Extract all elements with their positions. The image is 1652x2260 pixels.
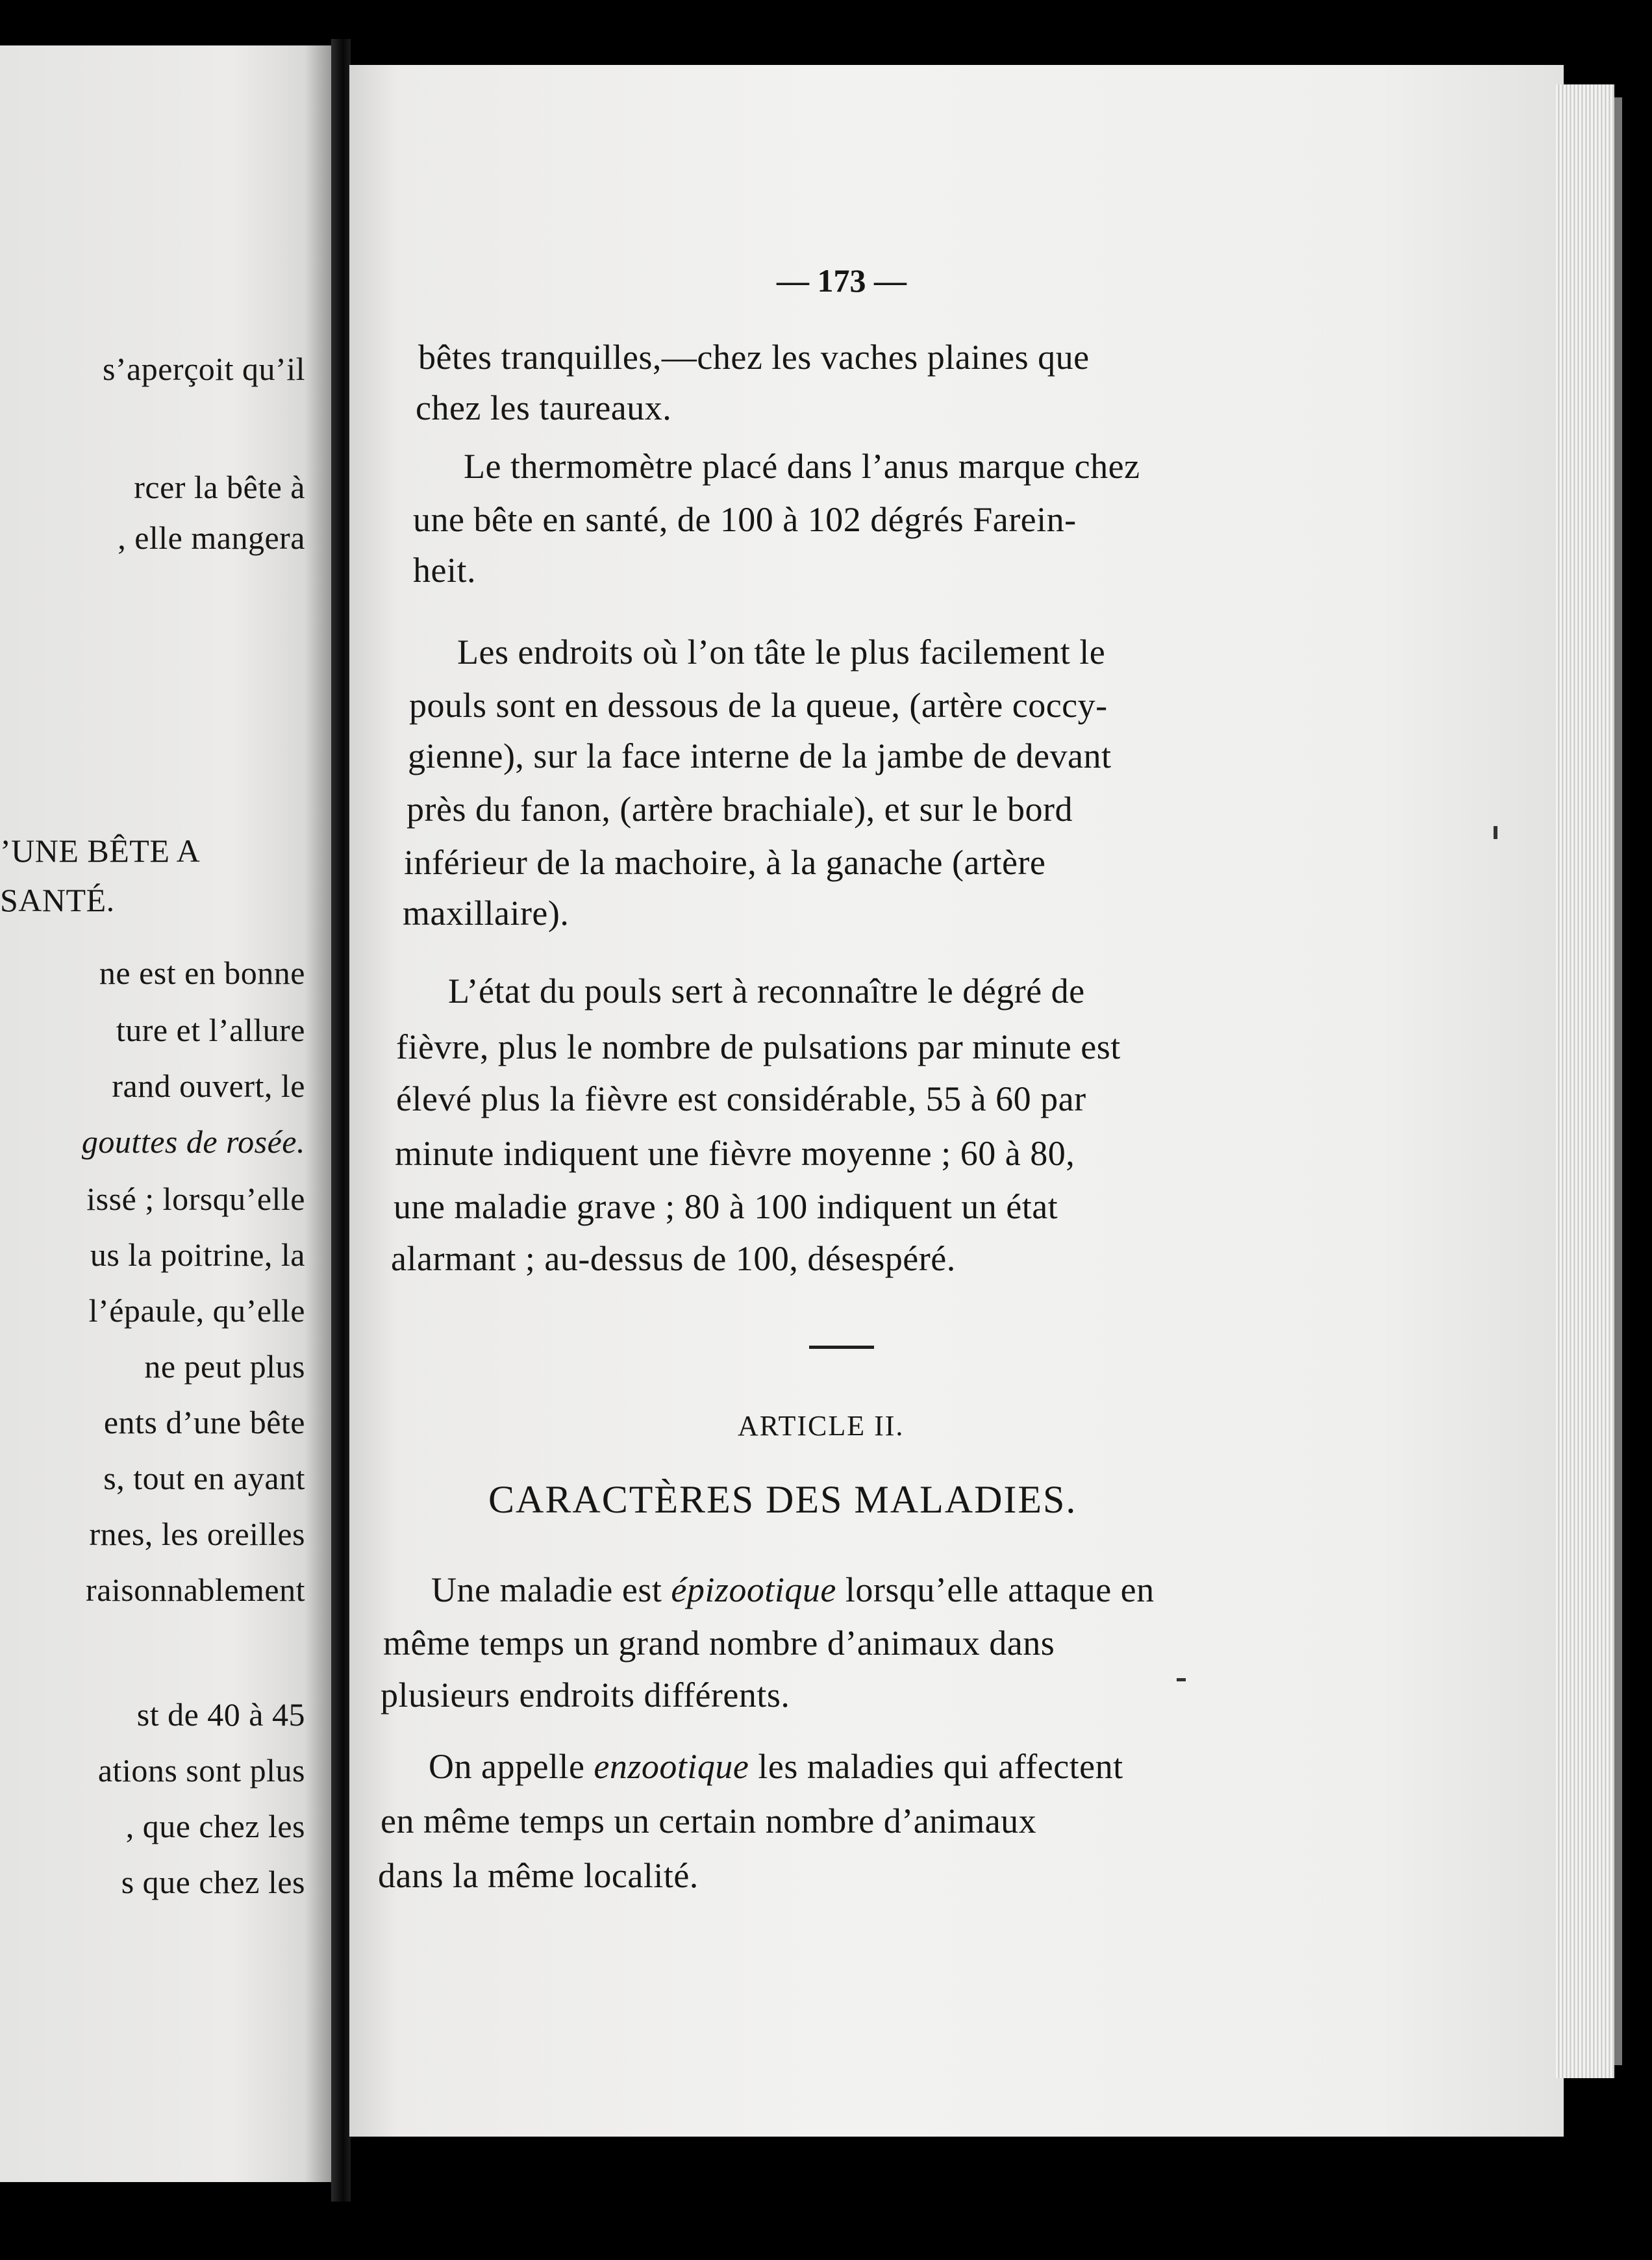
stray-print-mark <box>1177 1678 1186 1681</box>
paragraph-line: bêtes tranquilles,—chez les vaches plaines que <box>418 338 1090 377</box>
left-page-line: ne est en bonne <box>99 955 305 991</box>
paragraph-line: une maladie grave ; 80 à 100 indiquent un état <box>394 1187 1058 1226</box>
paragraph-text: les maladies qui affectent <box>749 1747 1123 1786</box>
paragraph-line: alarmant ; au-dessus de 100, désespéré. <box>391 1239 956 1278</box>
paragraph-line: une bête en santé, de 100 à 102 dégrés Farein- <box>413 500 1077 539</box>
italic-term: enzootique <box>594 1747 749 1786</box>
italic-term: épizootique <box>671 1570 836 1609</box>
left-page-line: l’épaule, qu’elle <box>88 1292 305 1329</box>
paragraph-line: plusieurs endroits différents. <box>381 1676 790 1714</box>
paragraph-line: dans la même localité. <box>378 1856 699 1895</box>
paragraph-line: pouls sont en dessous de la queue, (artère coccy- <box>409 686 1108 725</box>
left-page-line: ations sont plus <box>97 1752 305 1789</box>
paragraph-line: minute indiquent une fièvre moyenne ; 60 à 80, <box>395 1134 1075 1173</box>
paragraph-line <box>429 1746 1123 1787</box>
paragraph-line: gienne), sur la face interne de la jambe de devant <box>408 736 1112 775</box>
book-gutter <box>331 39 351 2202</box>
left-page-line: s’aperçoit qu’il <box>102 351 305 387</box>
left-page-line: s que chez les <box>121 1864 305 1900</box>
stacked-page-edges <box>1556 84 1614 2078</box>
paragraph-text: Une maladie est <box>431 1570 671 1609</box>
paragraph-line: chez les taureaux. <box>416 388 672 427</box>
paragraph-line: même temps un grand nombre d’animaux dans <box>383 1624 1055 1663</box>
page-number: — 173 — <box>777 262 907 299</box>
left-page-line: ture et l’allure <box>116 1012 305 1048</box>
left-page-line: rand ouvert, le <box>112 1068 305 1104</box>
left-page-line: ents d’une bête <box>103 1404 305 1440</box>
left-page-line: , que chez les <box>125 1808 305 1844</box>
left-page-line: issé ; lorsqu’elle <box>86 1181 305 1217</box>
paragraph-line: L’état du pouls sert à reconnaître le dégré de <box>448 972 1085 1011</box>
paragraph-line: maxillaire). <box>403 894 569 933</box>
left-page-line: rcer la bête à <box>134 469 305 505</box>
left-page-line: us la poitrine, la <box>90 1237 305 1273</box>
left-page-heading-line: ’UNE BÊTE A <box>0 833 201 869</box>
left-page-line: raisonnablement <box>86 1572 305 1608</box>
section-divider-rule <box>809 1346 874 1349</box>
page-edge-shadow <box>1614 97 1622 2065</box>
paragraph-text: On appelle <box>429 1747 594 1786</box>
paragraph-line: près du fanon, (artère brachiale), et sur le bord <box>407 790 1073 829</box>
paragraph-line: élevé plus la fièvre est considérable, 55 à 60 par <box>396 1079 1086 1118</box>
left-page-line: ne peut plus <box>144 1348 305 1385</box>
left-page-line: s, tout en ayant <box>103 1460 305 1496</box>
stray-print-mark <box>1494 826 1497 839</box>
left-facing-page <box>0 45 331 2182</box>
paragraph-line: Les endroits où l’on tâte le plus facilement le <box>457 633 1106 672</box>
paragraph-text: lorsqu’elle attaque en <box>836 1570 1155 1609</box>
left-page-line: , elle mangera <box>118 520 305 556</box>
left-page-line: rnes, les oreilles <box>89 1516 305 1552</box>
paragraph-line: heit. <box>413 551 476 590</box>
paragraph-line: fièvre, plus le nombre de pulsations par minute est <box>396 1027 1121 1066</box>
paragraph-line: inférieur de la machoire, à la ganache (artère <box>404 843 1046 882</box>
left-page-line: st de 40 à 45 <box>136 1696 305 1733</box>
paragraph-line: Le thermomètre placé dans l’anus marque chez <box>464 447 1140 486</box>
left-page-line: gouttes de rosée. <box>81 1124 305 1160</box>
paragraph-line <box>431 1569 1155 1611</box>
paragraph-line: en même temps un certain nombre d’animaux <box>381 1802 1037 1840</box>
left-page-heading-line: SANTÉ. <box>0 882 115 918</box>
article-label: ARTICLE II. <box>738 1410 905 1442</box>
section-heading: CARACTÈRES DES MALADIES. <box>488 1478 1077 1521</box>
